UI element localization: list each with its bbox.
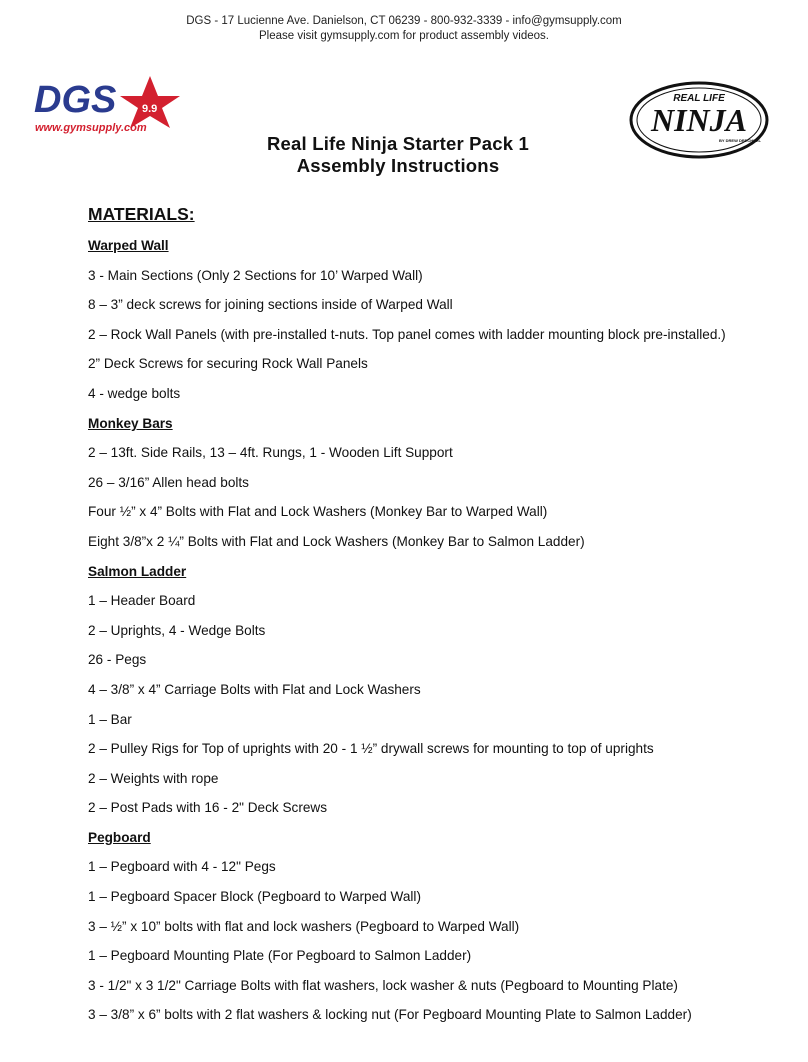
list-item: 3 - Main Sections (Only 2 Sections for 10’ Warped Wall) — [88, 267, 423, 283]
list-item: Eight 3/8”x 2 ¼” Bolts with Flat and Lock Washers (Monkey Bar to Salmon Ladder) — [88, 533, 585, 549]
list-item: 3 – 3/8” x 6” bolts with 2 flat washers & locking nut (For Pegboard Mounting Plate to Salmon Ladder) — [88, 1007, 692, 1023]
list-item: 3 – ½” x 10” bolts with flat and lock washers (Pegboard to Warped Wall) — [88, 918, 520, 934]
page-header — [0, 14, 808, 44]
warped-wall-title: Warped Wall — [88, 238, 169, 253]
list-item: 2 – Pulley Rigs for Top of uprights with 20 - 1 ½” drywall screws for mounting to top of uprights — [88, 741, 654, 757]
list-item: 4 - wedge bolts — [88, 385, 181, 401]
list-item: 2 – Uprights, 4 - Wedge Bolts — [88, 622, 266, 638]
list-item: 2” Deck Screws for securing Rock Wall Panels — [88, 356, 368, 372]
ninja-logo-top: REAL LIFE — [673, 93, 725, 104]
title-line-2: Assembly Instructions — [296, 155, 500, 176]
salmon-ladder-title: Salmon Ladder — [88, 563, 187, 579]
materials-section — [88, 203, 778, 1036]
list-item: 3 - 1/2" x 3 1/2" Carriage Bolts with flat washers, lock washer & nuts (Pegboard to Mounting Plate) — [88, 977, 678, 993]
videos-note: Please visit gymsupply.com for product assembly videos. — [259, 30, 549, 42]
dgs-badge: 9.9 — [142, 103, 158, 115]
list-item: 8 – 3” deck screws for joining sections inside of Warped Wall — [88, 297, 453, 313]
title-line-1: Real Life Ninja Starter Pack 1 — [266, 133, 530, 154]
list-item: 1 – Pegboard Mounting Plate (For Pegboard to Salmon Ladder) — [88, 948, 472, 964]
ninja-logo-by: BY DREW DRECHSEL — [719, 138, 761, 143]
list-item: Four ½” x 4” Bolts with Flat and Lock Washers (Monkey Bar to Warped Wall) — [88, 504, 548, 520]
page-title — [0, 133, 796, 177]
list-item: 1 – Bar — [88, 711, 132, 727]
list-item: 2 – Post Pads with 16 - 2" Deck Screws — [88, 800, 328, 816]
star-icon — [120, 76, 180, 128]
monkey-bars-title: Monkey Bars — [88, 415, 173, 431]
materials-heading: MATERIALS: — [88, 204, 195, 224]
list-item: 2 – Weights with rope — [88, 770, 219, 786]
dgs-logo-url: www.gymsupply.com — [35, 122, 147, 134]
list-item: 1 – Pegboard Spacer Block (Pegboard to Warped Wall) — [88, 889, 421, 905]
contact-line: DGS - 17 Lucienne Ave. Danielson, CT 06239 - 800-932-3339 - info@gymsupply.com — [186, 15, 622, 27]
ninja-logo-main: NINJA — [650, 102, 748, 138]
list-item: 2 – 13ft. Side Rails, 13 – 4ft. Rungs, 1 - Wooden Lift Support — [88, 445, 453, 461]
list-item: 1 – Header Board — [88, 593, 196, 609]
list-item: 2 – Rock Wall Panels (with pre-installed t-nuts. Top panel comes with ladder mounting block pre-installed.) — [88, 326, 726, 342]
list-item: 1 – Pegboard with 4 - 12" Pegs — [88, 859, 276, 875]
list-item: 4 – 3/8” x 4” Carriage Bolts with Flat and Lock Washers — [88, 681, 421, 697]
list-item: 26 - Pegs — [88, 652, 147, 668]
dgs-logo — [32, 76, 184, 138]
pegboard-title: Pegboard — [88, 829, 151, 845]
dgs-logo-text: DGS — [34, 79, 117, 121]
list-item: 26 – 3/16” Allen head bolts — [88, 474, 249, 490]
